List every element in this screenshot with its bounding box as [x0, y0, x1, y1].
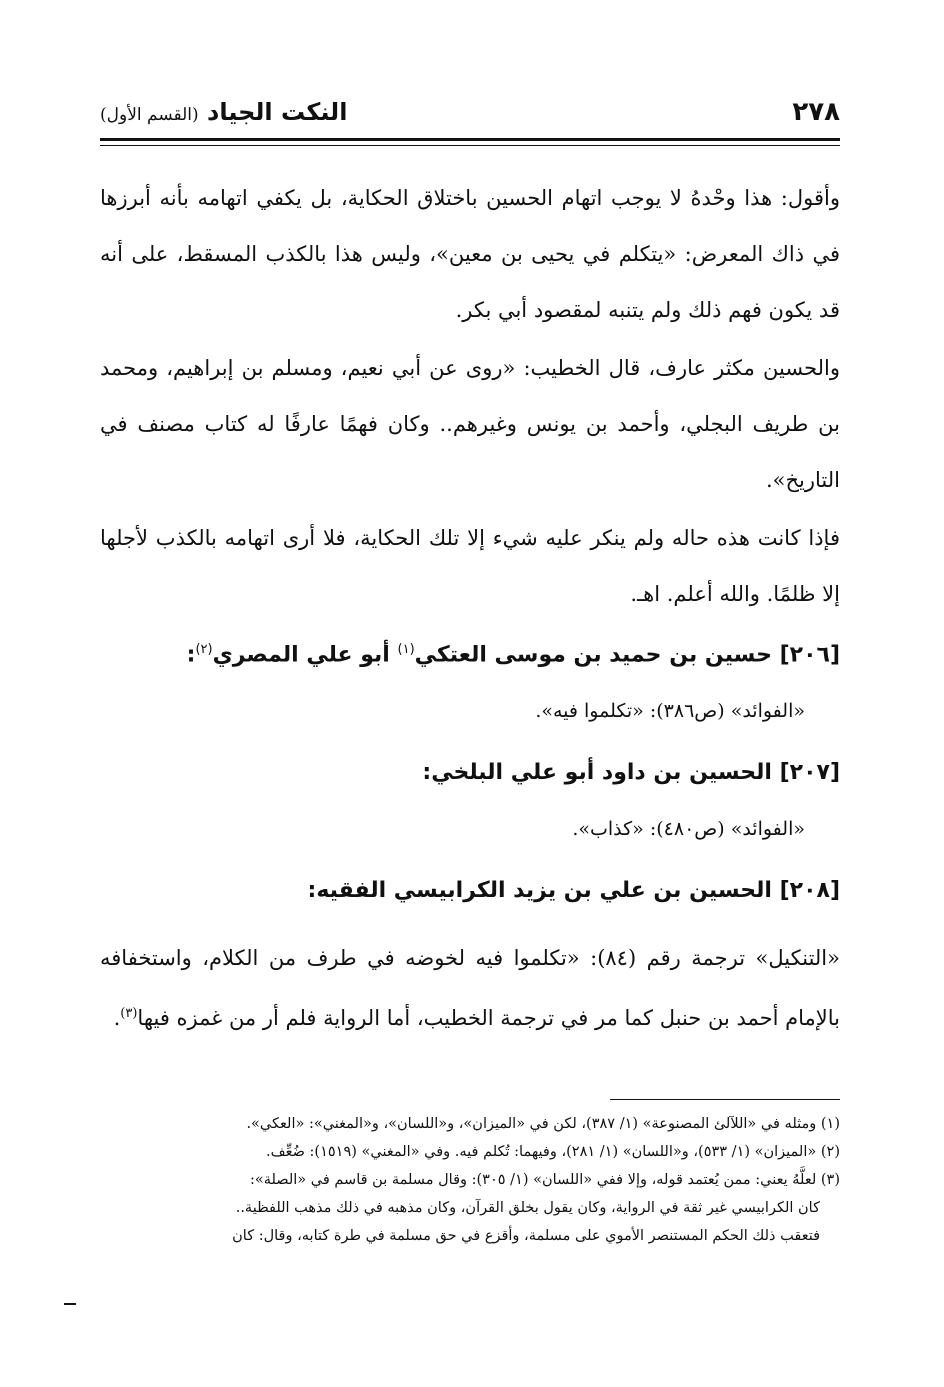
footnote-ref-1: (١): [397, 642, 415, 657]
running-header: [100, 92, 840, 132]
book-title-main: النكت الجياد: [207, 98, 348, 126]
footnote-1: (١) ومثله في «اللآلئ المصنوعة» (١/ ٣٨٧)، لكن في «الميزان»، و«اللسان»، و«المغني»: «العكي».: [246, 1116, 840, 1132]
entry-206-title: [٢٠٦] حسين بن حميد بن موسى العتكي: [414, 642, 840, 668]
book-title-subtitle: (القسم الأول): [100, 105, 199, 125]
entry-206-kunya: أبو علي المصري: [212, 642, 398, 668]
footnote-ref-2: (٢): [195, 642, 213, 657]
entry-206-source: «الفوائد» (ص٣٨٦): «تكلموا فيه».: [535, 700, 805, 722]
entry-207-source: «الفوائد» (ص٤٨٠): «كذاب».: [572, 818, 805, 840]
footnotes: [100, 1110, 840, 1250]
header-rule-thick: [100, 138, 840, 141]
entry-206-colon: :: [186, 642, 196, 668]
entry-208-end: .: [113, 1006, 121, 1030]
header-rule-thin: [100, 145, 840, 146]
paragraph-1: وأقول: هذا وحْدهُ لا يوجب اتهام الحسين باختلاق الحكاية، بل يكفي اتهامه بأنه أبرزها في ذاك المعرض: «يتكلم في يحيى بن معين»، وليس هذا بالكذب المسقط، على أنه قد يكون فهم ذلك ولم يتنبه لمقصود أبي بكر.: [100, 186, 840, 322]
paragraph-3: فإذا كانت هذه حاله ولم ينكر عليه شيء إلا تلك الحكاية، فلا أرى اتهامه بالكذب لأجلها إلا ظلمًا. والله أعلم. اهـ.: [100, 526, 840, 606]
entry-208-text: «التنكيل» ترجمة رقم (٨٤): «تكلموا فيه لخوضه في طرف من الكلام، واستخفافه بالإمام أحمد بن حنبل كما مر في ترجمة الخطيب، أما الرواية فلم أر من غمزه فيها: [100, 946, 840, 1030]
entry-206-heading: [100, 642, 840, 667]
entry-208-body: [100, 930, 840, 1046]
footnote-separator: [610, 1099, 840, 1100]
footnote-3-line-2: كان الكرابيسي غير ثقة في الرواية، وكان يقول بخلق القرآن، وكان مذهبه في ذلك مذهب اللفظية..: [235, 1200, 820, 1216]
entry-208-heading: [٢٠٨] الحسين بن علي بن يزيد الكرابيسي الفقيه:: [307, 878, 840, 903]
book-title: [100, 98, 347, 126]
footnote-ref-3: (٣): [120, 1006, 138, 1021]
paragraph-2: والحسين مكثر عارف، قال الخطيب: «روى عن أبي نعيم، ومسلم بن إبراهيم، ومحمد بن طريف البجلي، وأحمد بن يونس وغيرهم.. وكان فهمًا عارفًا له كتاب مصنف في التاريخ».: [100, 356, 840, 492]
entry-207-heading: [٢٠٧] الحسين بن داود أبو علي البلخي:: [422, 760, 840, 785]
page-number: ٢٧٨: [792, 97, 840, 127]
footnote-2: (٢) «الميزان» (١/ ٥٣٣)، و«اللسان» (١/ ٢٨١)، وفيهما: تُكلم فيه. وفي «المغني» (١٥١٩): ضُعِّف.: [266, 1144, 840, 1160]
footnote-3: (٣) لعلَّهُ يعني: ممن يُعتمد قوله، وإلا ففي «اللسان» (١/ ٣٠٥): وقال مسلمة بن قاسم في «الصلة»:: [249, 1172, 840, 1188]
footnote-3-line-3: فتعقب ذلك الحكم المستنصر الأموي على مسلمة، وأقزع في حق مسلمة في طرة كتابه، وقال: كان: [232, 1228, 820, 1244]
continuation-mark: [64, 1303, 76, 1305]
